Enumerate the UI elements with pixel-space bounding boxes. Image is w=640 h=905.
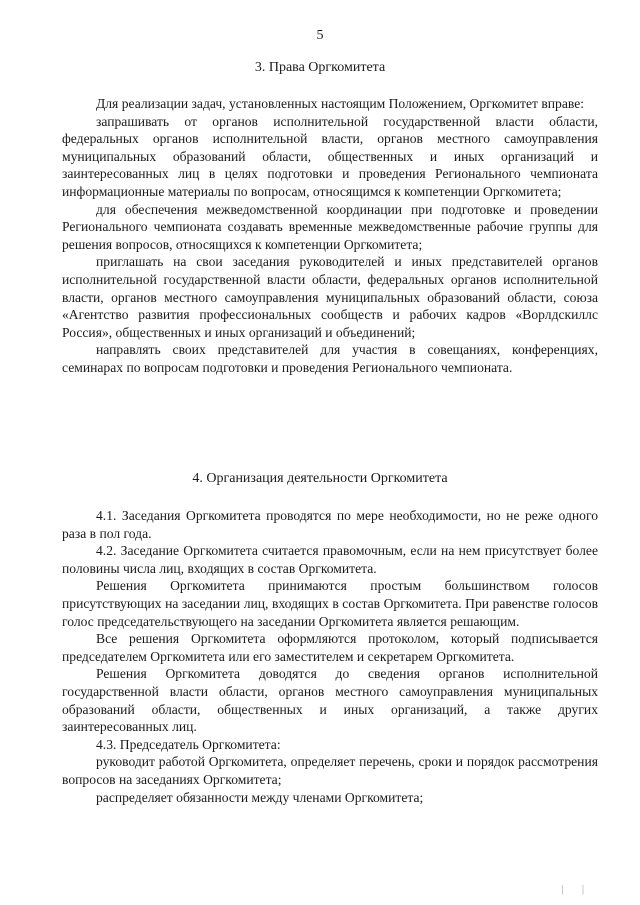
paragraph: распределяет обязанности между членами Оргкомитета; xyxy=(96,789,424,805)
paragraph: запрашивать от органов исполнительной государственной власти области, федеральных органов исполнительной власти, органов местного самоуправления муниципальных образований области, общественных и иных организаций и заинтересованных лиц в целях подготовки и проведения Регионального чемпионата информационные материалы по вопросам, относящимся к компетенции Оргкомитета; xyxy=(62,113,598,199)
section-4-title: 4. Организация деятельности Оргкомитета xyxy=(192,471,448,486)
section-3-title: 3. Права Оргкомитета xyxy=(254,60,386,75)
paragraph: 4.2. Заседание Оргкомитета считается правомочным, если на нем присутствует более половины числа лиц, входящих в состав Оргкомитета. xyxy=(62,543,598,576)
section-4-body xyxy=(62,507,598,806)
paragraph: Решения Оргкомитета доводятся до сведения органов исполнительной государственной власти области, органов местного самоуправления муниципальных образований области, общественных и иных организаций, а также других заинтересованных лиц. xyxy=(62,666,598,735)
paragraph: руководит работой Оргкомитета, определяет перечень, сроки и порядок рассмотрения вопросов на заседаниях Оргкомитета; xyxy=(62,754,598,787)
paragraph: 4.1. Заседания Оргкомитета проводятся по мере необходимости, но не реже одного раза в пол года. xyxy=(62,508,598,541)
scan-marks: | | xyxy=(561,884,592,895)
paragraph: для обеспечения межведомственной координации при подготовке и проведении Регионального чемпионата создавать временные межведомственные рабочие группы для решения вопросов, относящихся к компетенции Оргкомитета; xyxy=(62,201,598,252)
paragraph: приглашать на свои заседания руководителей и иных представителей органов исполнительной государственной власти области, федеральных органов исполнительной власти, органов местного самоуправления муниципальных образований области, союза «Агентство развития профессиональных сообществ и рабочих кадров «Ворлдскиллс Россия», общественных и иных организаций и объединений; xyxy=(62,254,598,340)
paragraph: Для реализации задач, установленных настоящим Положением, Оргкомитет вправе: xyxy=(96,96,585,111)
paragraph: направлять своих представителей для участия в совещаниях, конференциях, семинарах по вопросам подготовки и проведения Регионального чемпионата. xyxy=(62,342,598,375)
paragraph: Все решения Оргкомитета оформляются протоколом, который подписывается председателем Оргкомитета или его заместителем и секретарем Оргкомитета. xyxy=(62,631,598,664)
paragraph: Решения Оргкомитета принимаются простым большинством голосов присутствующих на заседании лиц, входящих в состав Оргкомитета. При равенстве голосов голос председательствующего на заседании Оргкомитета является решающим. xyxy=(62,578,598,629)
section-3-body xyxy=(62,95,598,377)
page-number: 5 xyxy=(316,28,324,43)
paragraph: 4.3. Председатель Оргкомитета: xyxy=(96,736,281,752)
